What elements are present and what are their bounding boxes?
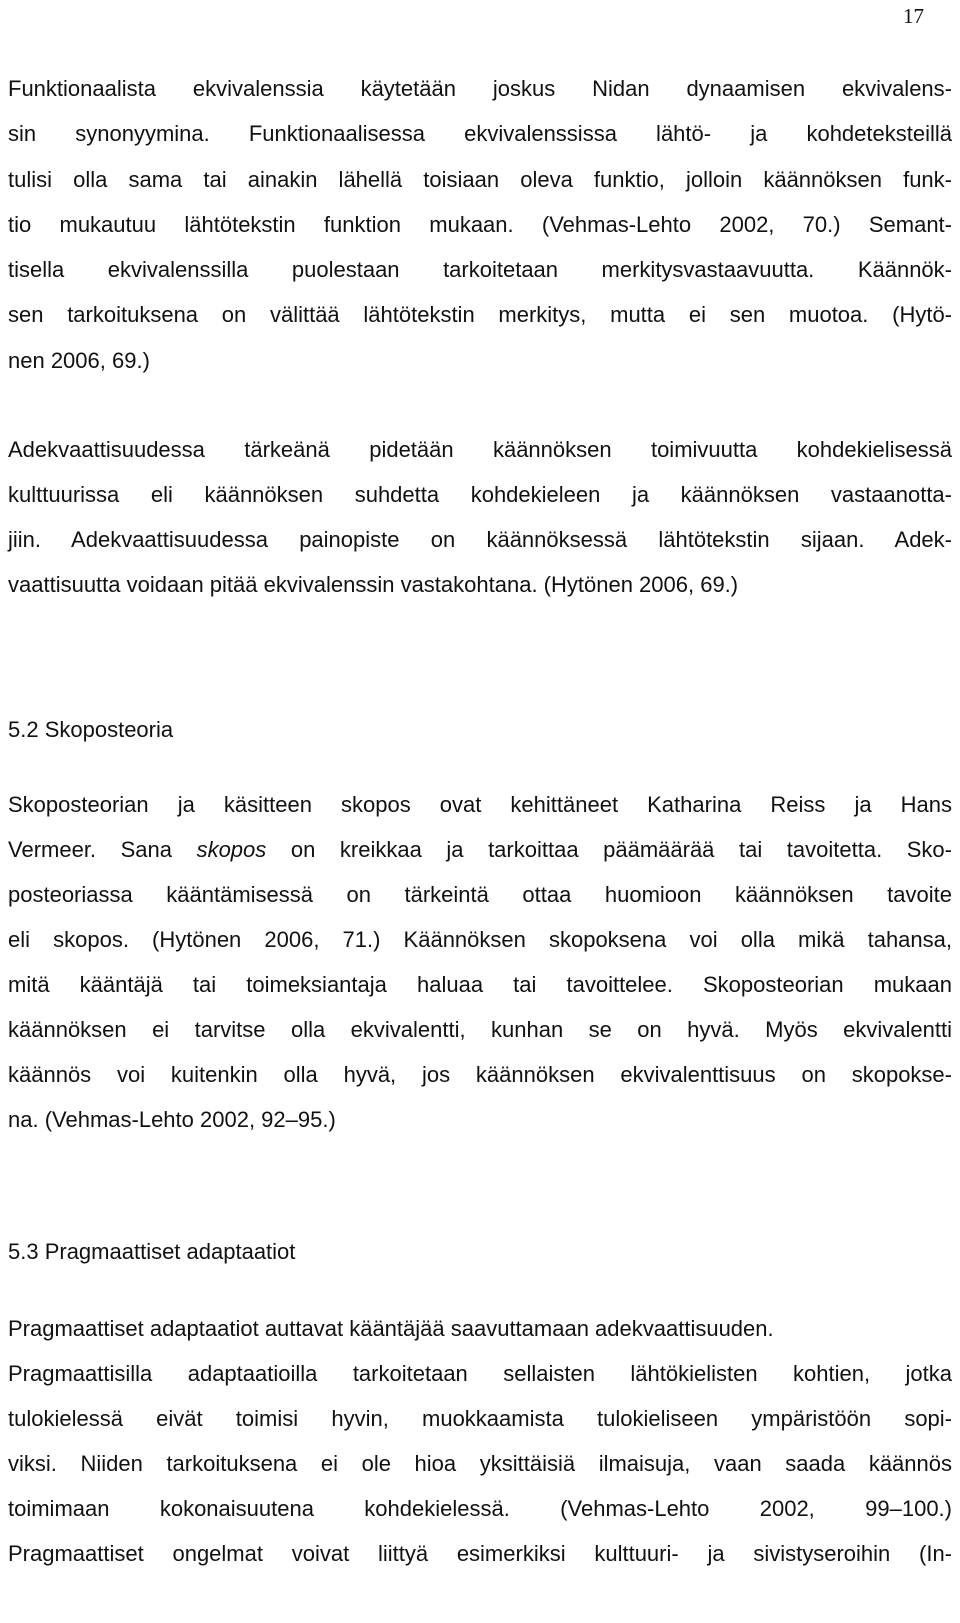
text-line: tulokielessä eivät toimisi hyvin, muokkaamista tulokieliseen ympäristöön sopi- <box>8 1406 952 1431</box>
text-line <box>8 835 952 865</box>
text-line: tulisi olla sama tai ainakin lähellä toisiaan oleva funktio, jolloin käännöksen funk- <box>8 167 952 192</box>
text-line: sen tarkoituksena on välittää lähtötekstin merkitys, mutta ei sen muotoa. (Hytö- <box>8 302 952 327</box>
text-line: Pragmaattiset ongelmat voivat liittyä esimerkiksi kulttuuri- ja sivistyseroihin (In- <box>8 1541 952 1566</box>
page-number: 17 <box>903 4 924 28</box>
text-line: tio mukautuu lähtötekstin funktion mukaan. (Vehmas-Lehto 2002, 70.) Semant- <box>8 212 952 237</box>
text-line: viksi. Niiden tarkoituksena ei ole hioa yksittäisiä ilmaisuja, vaan saada käännös <box>8 1451 952 1476</box>
text-line: käännös voi kuitenkin olla hyvä, jos käännöksen ekvivalenttisuus on skopokse- <box>8 1062 952 1087</box>
italic-term-skopos: skopos <box>196 837 267 862</box>
text-line: Funktionaalista ekvivalenssia käytetään joskus Nidan dynaamisen ekvivalens- <box>8 76 952 101</box>
text-line: mitä kääntäjä tai toimeksiantaja haluaa tai tavoittelee. Skoposteorian mukaan <box>8 972 952 997</box>
text-line: käännöksen ei tarvitse olla ekvivalentti, kunhan se on hyvä. Myös ekvivalentti <box>8 1017 952 1042</box>
text-line: Pragmaattiset adaptaatiot auttavat kääntäjää saavuttamaan adekvaattisuuden. <box>8 1316 774 1341</box>
section-heading-5-3: 5.3 Pragmaattiset adaptaatiot <box>8 1239 296 1264</box>
text-line: eli skopos. (Hytönen 2006, 71.) Käännöksen skopoksena voi olla mikä tahansa, <box>8 927 952 952</box>
text-line: na. (Vehmas-Lehto 2002, 92–95.) <box>8 1107 336 1132</box>
section-heading-5-2: 5.2 Skoposteoria <box>8 717 174 742</box>
text-line: nen 2006, 69.) <box>8 348 150 373</box>
text-line: tisella ekvivalenssilla puolestaan tarkoitetaan merkitysvastaavuutta. Käännök- <box>8 257 952 282</box>
text-line: sin synonyymina. Funktionaalisessa ekvivalenssissa lähtö- ja kohdeteksteillä <box>8 121 952 146</box>
text-line: jiin. Adekvaattisuudessa painopiste on käännöksessä lähtötekstin sijaan. Adek- <box>8 527 952 552</box>
text-line: posteoriassa kääntämisessä on tärkeintä ottaa huomioon käännöksen tavoite <box>8 882 952 907</box>
text-line: vaattisuutta voidaan pitää ekvivalenssin vastakohtana. (Hytönen 2006, 69.) <box>8 572 739 597</box>
text-line: Pragmaattisilla adaptaatioilla tarkoitetaan sellaisten lähtökielisten kohtien, jotka <box>8 1361 952 1386</box>
text-line: Adekvaattisuudessa tärkeänä pidetään käännöksen toimivuutta kohdekielisessä <box>8 437 952 462</box>
text-line: kulttuurissa eli käännöksen suhdetta kohdekieleen ja käännöksen vastaanotta- <box>8 482 952 507</box>
text-span: Vermeer. Sana <box>8 837 197 862</box>
text-span: on kreikkaa ja tarkoittaa päämäärää tai tavoitetta. Sko- <box>266 837 952 862</box>
text-line: toimimaan kokonaisuutena kohdekielessä. (Vehmas-Lehto 2002, 99–100.) <box>8 1496 952 1521</box>
text-line: Skoposteorian ja käsitteen skopos ovat kehittäneet Katharina Reiss ja Hans <box>8 792 952 817</box>
